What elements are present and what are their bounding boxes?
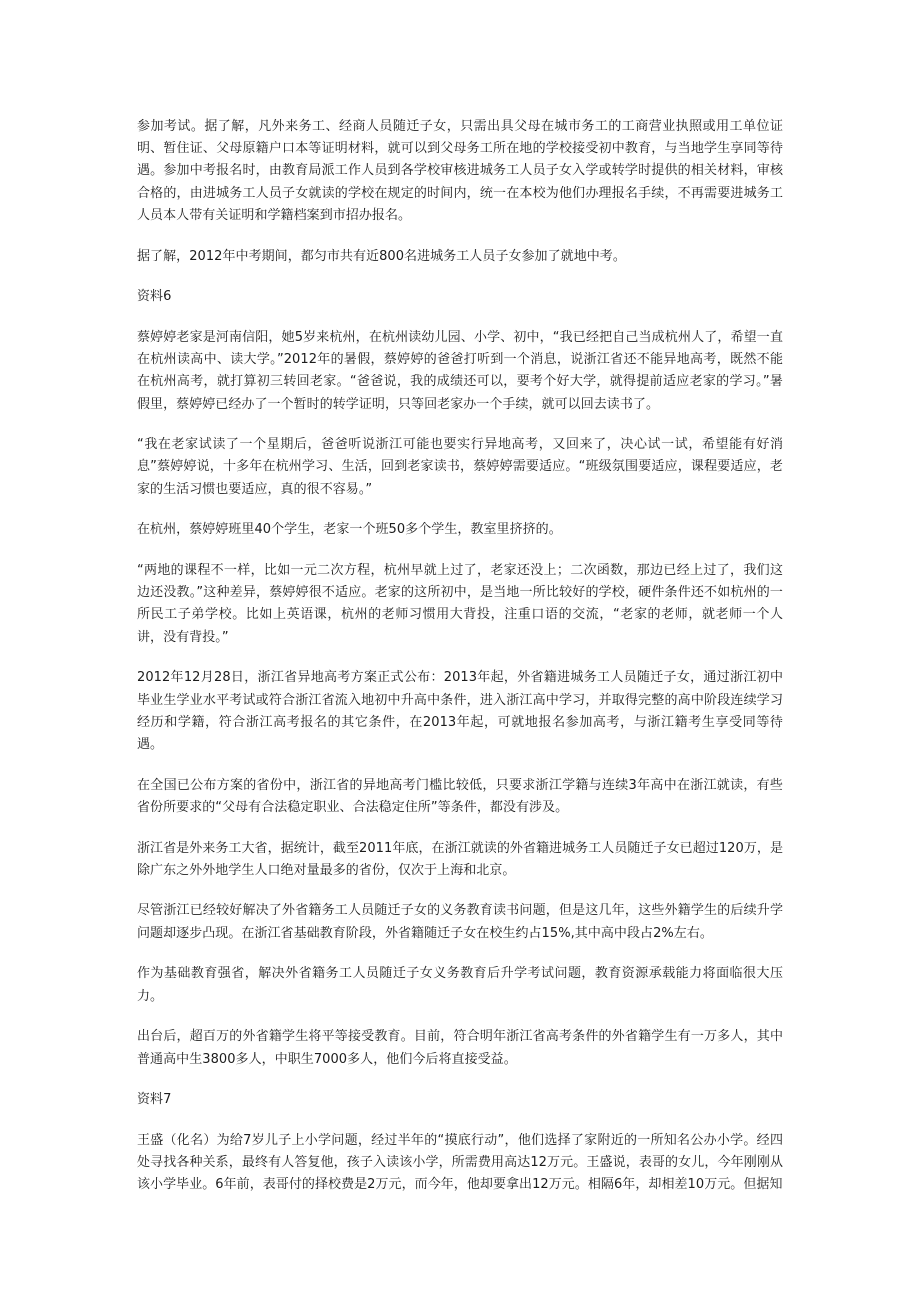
paragraph-zhejiang-policy: 2012年12月28日，浙江省异地高考方案正式公布：2013年起，外省籍进城务工人员随迁子女，通过浙江初中毕业生学业水平考试或符合浙江省流入地初中升高中条件，进入浙江高中学习，并取得完整的高中阶段连续学习经历和学籍，符合浙江高考报名的其它条件，在2013年起，可就地报名参加高考，与浙江籍考生享受同等待遇。 (137, 670, 783, 752)
document-page (137, 116, 783, 1215)
paragraph-migrant-statistics: 浙江省是外来务工大省，据统计，截至2011年底，在浙江就读的外省籍进城务工人员随迁子女已超过120万，是除广东之外外地学生人口绝对量最多的省份，仅次于上海和北京。 (137, 840, 783, 878)
paragraph-curriculum-difference: “两地的课程不一样，比如一元二次方程，杭州早就上过了，老家还没上；二次函数，那边已经上过了，我们这边还没教。”这种差异，蔡婷婷很不适应。老家的这所初中，是当地一所比较好的学校，硬件条件还不如杭州的一所民工子弟学校。比如上英语课，杭州的老师习惯用大背投，注重口语的交流，“老家的老师，就老师一个人讲，没有背投。” (137, 563, 783, 645)
paragraph-low-threshold: 在全国已公布方案的省份中，浙江省的异地高考门槛比较低，只要求浙江学籍与连续3年高中在浙江就读，有些省份所要求的“父母有合法稳定职业、合法稳定住所”等条件，都没有涉及。 (137, 777, 783, 815)
section-heading-material-6: 资料6 (137, 289, 172, 305)
paragraph-class-size: 在杭州，蔡婷婷班里40个学生，老家一个班50多个学生，教室里挤挤的。 (137, 522, 562, 538)
paragraph-further-education-issue: 尽管浙江已经较好解决了外省籍务工人员随迁子女的义务教育读书问题，但是这几年，这些外籍学生的后续升学问题却逐步凸现。在浙江省基础教育阶段，外省籍随迁子女在校生约占15%,其中高中段占2%左右。 (137, 903, 783, 941)
paragraph-trial-study: “我在老家试读了一个星期后，爸爸听说浙江可能也要实行异地高考，又回来了，决心试一试，希望能有好消息”蔡婷婷说，十多年在杭州学习、生活，回到老家读书，蔡婷婷需要适应。“班级氛围要适应，课程要适应，老家的生活习惯也要适应，真的很不容易。” (137, 437, 783, 497)
paragraph-duyun-exam: 据了解，2012年中考期间，都匀市共有近800名进城务工人员子女参加了就地中考。 (137, 248, 626, 264)
paragraph-beneficiaries: 出台后，超百万的外省籍学生将平等接受教育。目前，符合明年浙江省高考条件的外省籍学生有一万多人，其中普通高中生3800多人，中职生7000多人，他们今后将直接受益。 (137, 1029, 783, 1067)
section-heading-material-7: 资料7 (137, 1092, 172, 1108)
paragraph-exam-registration: 参加考试。据了解，凡外来务工、经商人员随迁子女，只需出具父母在城市务工的工商营业执照或用工单位证明、暂住证、父母原籍户口本等证明材料，就可以到父母务工所在地的学校接受初中教育，与当地学生享同等待遇。参加中考报名时，由教育局派工作人员到各学校审核进城务工人员子女入学或转学时提供的相关材料，审核合格的，由进城务工人员子女就读的学校在规定的时间内，统一在本校为他们办理报名手续，不再需要进城务工人员本人带有关证明和学籍档案到市招办报名。 (137, 119, 783, 223)
paragraph-resource-pressure: 作为基础教育强省，解决外省籍务工人员随迁子女义务教育后升学考试问题，教育资源承载能力将面临很大压力。 (137, 966, 783, 1004)
paragraph-cai-tingting-background: 蔡婷婷老家是河南信阳，她5岁来杭州，在杭州读幼儿园、小学、初中，“我已经把自己当成杭州人了，希望一直在杭州读高中、读大学。”2012年的暑假，蔡婷婷的爸爸打听到一个消息，说浙江省还不能异地高考，既然不能在杭州高考，就打算初三转回老家。“爸爸说，我的成绩还可以，要考个好大学，就得提前适应老家的学习。”暑假里，蔡婷婷已经办了一个暂时的转学证明，只等回老家办一个手续，就可以回去读书了。 (137, 329, 783, 412)
paragraph-wang-sheng-school-fee: 王盛（化名）为给7岁儿子上小学问题，经过半年的“摸底行动”，他们选择了家附近的一所知名公办小学。经四处寻找各种关系，最终有人答复他，孩子入读该小学，所需费用高达12万元。王盛说，表哥的女儿，今年刚刚从该小学毕业。6年前，表哥付的择校费是2万元，而今年，他却要拿出12万元。相隔6年，却相差10万元。但据知 (137, 1132, 783, 1193)
